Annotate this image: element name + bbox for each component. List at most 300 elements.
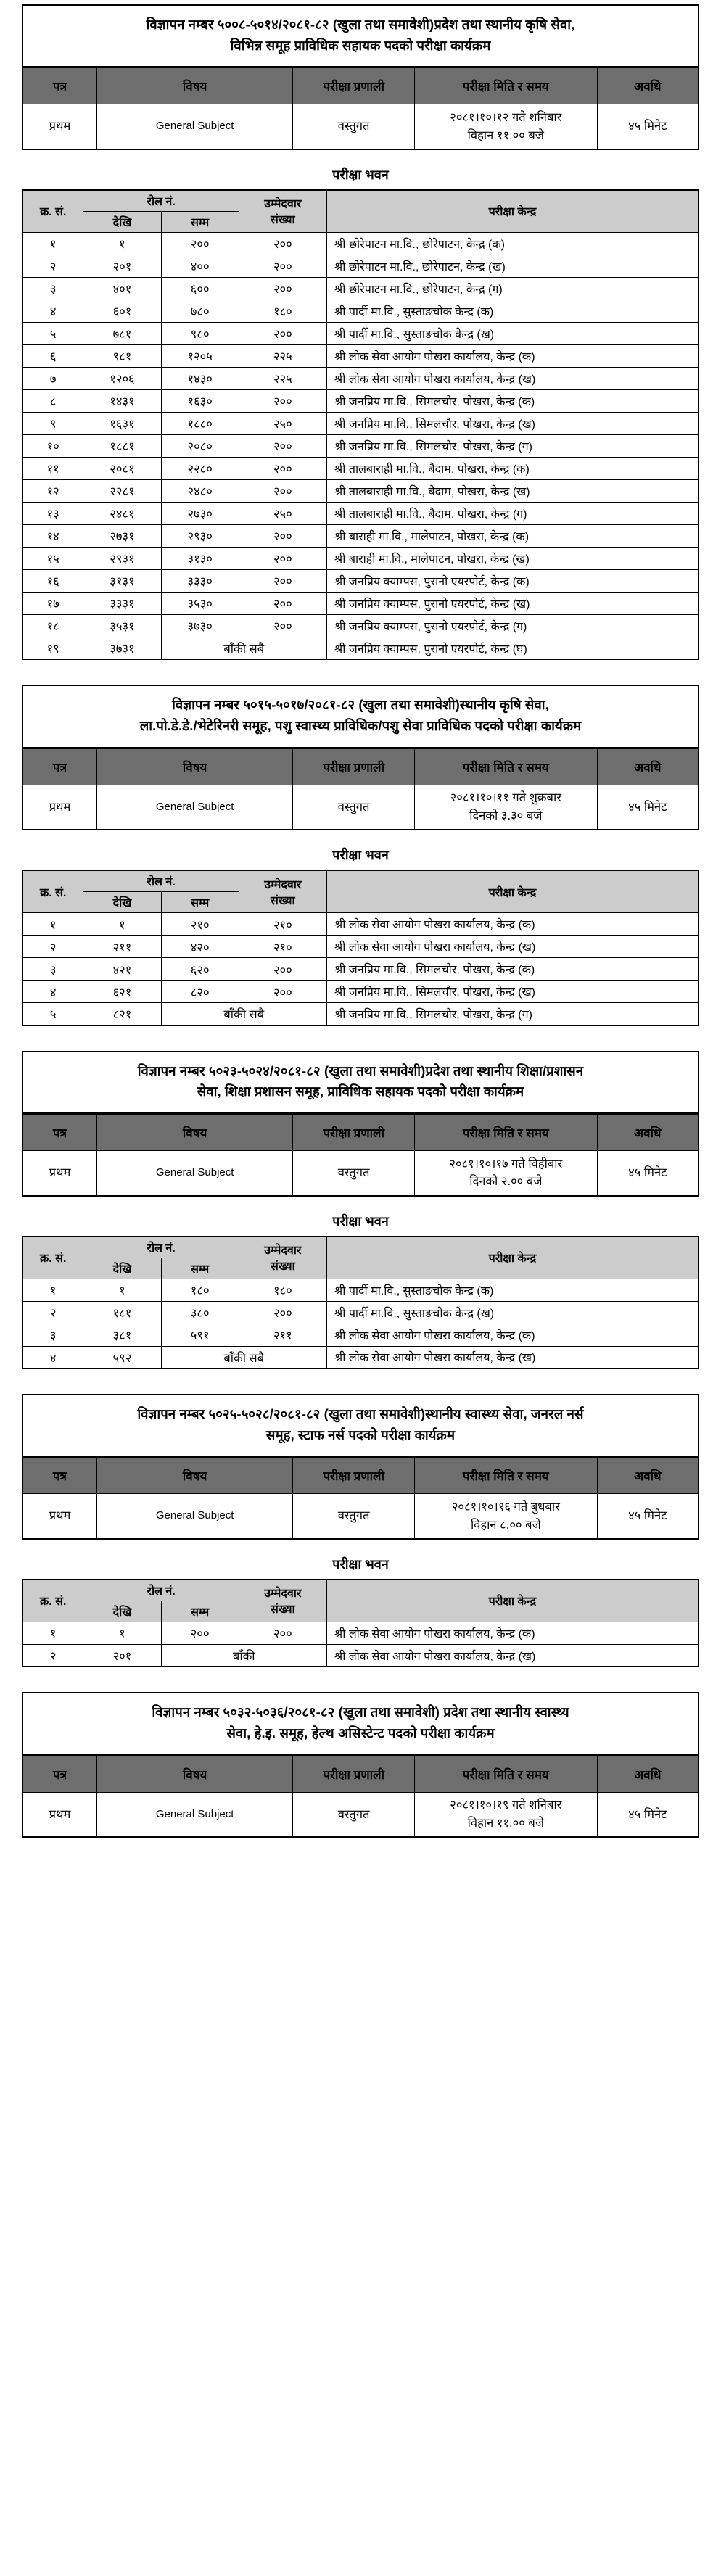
cell-roll-to: २०० — [161, 1622, 239, 1644]
cell-serial-number: ८ — [22, 389, 83, 412]
exam-schedule-table — [22, 1756, 699, 1838]
candidate-label-line-1: उम्मेदवार — [264, 198, 302, 211]
cell-roll-from: ४२१ — [83, 958, 161, 981]
cell-serial-number: २ — [22, 936, 83, 958]
cell-roll-to: ५९१ — [161, 1324, 239, 1346]
header-serial-number: क्र. सं. — [22, 870, 83, 913]
header-paper: पत्र — [22, 1458, 97, 1494]
table-row — [22, 936, 699, 958]
candidate-label-line-2: संख्या — [271, 1603, 295, 1617]
cell-roll-from: ३७३१ — [83, 637, 161, 659]
cell-candidate-count: १८० — [239, 1279, 326, 1301]
cell-exam-center-name: श्री लोक सेवा आयोग पोखरा कार्यालय, केन्द्र (ख) — [326, 936, 699, 958]
cell-serial-number: ३ — [22, 958, 83, 981]
cell-exam-center-name: श्री जनप्रिय मा.वि., सिमलचौर, पोखरा, केन्द्र (ख) — [326, 981, 699, 1003]
candidate-label-line-2: संख्या — [271, 1260, 295, 1273]
center-header-row-1 — [22, 1580, 699, 1601]
cell-candidate-count: २०० — [239, 389, 326, 412]
cell-roll-to: २९३० — [161, 524, 239, 547]
cell-exam-center-name: श्री लोक सेवा आयोग पोखरा कार्यालय, केन्द्र (ख) — [326, 367, 699, 389]
notice-heading-line-1: विज्ञापन नम्बर ५०२५-५०२८/२०८१-८२ (खुला तथा समावेशी)स्थानीय स्वास्थ्य सेवा, जनरल नर्स — [137, 1406, 584, 1422]
candidate-label-line-2: संख्या — [271, 894, 295, 907]
exam-schedule-table — [22, 1457, 699, 1540]
cell-candidate-count: २०० — [239, 569, 326, 592]
header-roll-to: सम्म — [161, 1601, 239, 1622]
cell-exam-center-name: श्री पार्दी मा.वि., सुस्ताङचोक केन्द्र (क) — [326, 1279, 699, 1301]
cell-roll-from: २२८१ — [83, 479, 161, 502]
cell-roll-remaining: बाँकी — [161, 1644, 326, 1667]
cell-serial-number: ४ — [22, 981, 83, 1003]
exam-hall-caption: परीक्षा भवन — [332, 167, 389, 182]
cell-subject: General Subject — [97, 785, 293, 830]
cell-roll-to: १८० — [161, 1279, 239, 1301]
candidate-label-line-2: संख्या — [271, 214, 295, 227]
cell-roll-from: १ — [83, 1279, 161, 1301]
cell-roll-from: २०१ — [83, 1644, 161, 1667]
cell-roll-to: ६२० — [161, 958, 239, 981]
cell-roll-from: ९८१ — [83, 344, 161, 367]
cell-roll-from: १६३१ — [83, 412, 161, 434]
cell-duration: ४५ मिनेट — [597, 1151, 699, 1196]
cell-candidate-count: २२५ — [239, 344, 326, 367]
section-spacer — [22, 1026, 699, 1051]
advertisement-section — [22, 685, 699, 1025]
cell-duration: ४५ मिनेट — [597, 785, 699, 830]
cell-subject: General Subject — [97, 1494, 293, 1539]
cell-candidate-count: २०० — [239, 232, 326, 255]
cell-roll-to: २२८० — [161, 457, 239, 479]
cell-roll-to: २०८० — [161, 434, 239, 457]
cell-exam-system: वस्तुगत — [293, 1494, 415, 1539]
cell-serial-number: ४ — [22, 300, 83, 322]
cell-roll-to: २४८० — [161, 479, 239, 502]
header-roll-number: रोल नं. — [83, 1237, 239, 1258]
cell-roll-to: १८८० — [161, 412, 239, 434]
header-exam-center: परीक्षा केन्द्र — [326, 1237, 699, 1279]
cell-roll-from: २७३१ — [83, 524, 161, 547]
table-row — [22, 502, 699, 524]
cell-roll-from: ३५३१ — [83, 614, 161, 637]
header-duration: अवधि — [597, 748, 699, 785]
header-roll-number: रोल नं. — [83, 870, 239, 892]
cell-roll-from: २९३१ — [83, 547, 161, 569]
header-duration: अवधि — [597, 1458, 699, 1494]
table-row — [22, 232, 699, 255]
cell-roll-to: १४३० — [161, 367, 239, 389]
table-row — [22, 300, 699, 322]
advertisement-section — [22, 1692, 699, 1838]
table-row — [22, 1622, 699, 1644]
table-row — [22, 255, 699, 277]
header-date-time: परीक्षा मिति र समय — [415, 1458, 598, 1494]
header-exam-center: परीक्षा केन्द्र — [326, 870, 699, 913]
header-serial-number: क्र. सं. — [22, 190, 83, 233]
table-row — [22, 981, 699, 1003]
notice-heading-line-2: ला.पो.डे.डे./भेटेरिनरी समूह, पशु स्वास्थ्य प्राविधिक/पशु सेवा प्राविधिक पदको परीक्षा कार्यक्रम — [139, 718, 582, 734]
exam-schedule-table — [22, 1114, 699, 1197]
cell-roll-to: ८२० — [161, 981, 239, 1003]
cell-serial-number: ७ — [22, 367, 83, 389]
cell-date-time — [415, 104, 598, 149]
table-row — [22, 367, 699, 389]
cell-exam-center-name: श्री लोक सेवा आयोग पोखरा कार्यालय, केन्द्र (क) — [326, 913, 699, 936]
schedule-data-row — [22, 1792, 699, 1837]
cell-candidate-count: १८० — [239, 300, 326, 322]
cell-roll-from: ८२१ — [83, 1003, 161, 1025]
cell-candidate-count: २०० — [239, 1622, 326, 1644]
notice-heading-line-1: विज्ञापन नम्बर ५०१५-५०१७/२०८१-८२ (खुला तथा समावेशी)स्थानीय कृषि सेवा, — [172, 697, 549, 713]
cell-paper: प्रथम — [22, 104, 97, 149]
cell-exam-center-name: श्री छोरेपाटन मा.वि., छोरेपाटन, केन्द्र (क) — [326, 232, 699, 255]
cell-roll-to: ३१३० — [161, 547, 239, 569]
header-serial-number: क्र. सं. — [22, 1580, 83, 1622]
cell-serial-number: १ — [22, 913, 83, 936]
cell-serial-number: ४ — [22, 1346, 83, 1368]
cell-roll-from: २०१ — [83, 255, 161, 277]
cell-roll-from: १ — [83, 913, 161, 936]
header-date-time: परीक्षा मिति र समय — [415, 1115, 598, 1151]
section-spacer — [22, 1667, 699, 1692]
table-row — [22, 547, 699, 569]
schedule-data-row — [22, 1494, 699, 1539]
table-row — [22, 1279, 699, 1301]
schedule-data-row — [22, 1151, 699, 1196]
header-candidate-count — [239, 1237, 326, 1279]
exam-time: दिनको ३.३० बजे — [469, 809, 543, 822]
table-row — [22, 322, 699, 344]
cell-serial-number: १० — [22, 434, 83, 457]
exam-hall-caption: परीक्षा भवन — [332, 1556, 389, 1572]
cell-exam-center-name: श्री जनप्रिय क्याम्पस, पुरानो एयरपोर्ट, केन्द्र (क) — [326, 569, 699, 592]
table-row — [22, 592, 699, 614]
cell-candidate-count: २०० — [239, 1301, 326, 1324]
cell-exam-center-name: श्री जनप्रिय मा.वि., सिमलचौर, पोखरा, केन्द्र (ग) — [326, 434, 699, 457]
cell-exam-center-name: श्री जनप्रिय मा.वि., सिमलचौर, पोखरा, केन्द्र (ग) — [326, 1003, 699, 1025]
exam-time: विहान ११.०० बजे — [467, 1816, 545, 1830]
header-roll-from: देखि — [83, 892, 161, 913]
table-row — [22, 1644, 699, 1667]
exam-center-table — [22, 1236, 699, 1370]
notice-heading-box — [22, 685, 699, 748]
advertisement-section — [22, 1051, 699, 1369]
header-exam-system: परीक्षा प्रणाली — [293, 68, 415, 104]
cell-roll-from: ३३३१ — [83, 592, 161, 614]
header-candidate-count — [239, 870, 326, 913]
header-exam-center: परीक्षा केन्द्र — [326, 1580, 699, 1622]
cell-roll-remaining: बाँकी सबै — [161, 1346, 326, 1368]
cell-duration: ४५ मिनेट — [597, 104, 699, 149]
cell-exam-center-name: श्री पार्दी मा.वि., सुस्ताङचोक केन्द्र (ख) — [326, 1301, 699, 1324]
cell-subject: General Subject — [97, 104, 293, 149]
header-date-time: परीक्षा मिति र समय — [415, 748, 598, 785]
header-roll-from: देखि — [83, 1601, 161, 1622]
cell-exam-center-name: श्री जनप्रिय क्याम्पस, पुरानो एयरपोर्ट, केन्द्र (ग) — [326, 614, 699, 637]
advertisement-section — [22, 4, 699, 660]
cell-paper: प्रथम — [22, 785, 97, 830]
header-duration: अवधि — [597, 68, 699, 104]
header-candidate-count — [239, 190, 326, 233]
table-row — [22, 1301, 699, 1324]
cell-roll-from: ६०१ — [83, 300, 161, 322]
cell-serial-number: ११ — [22, 457, 83, 479]
cell-serial-number: ३ — [22, 1324, 83, 1346]
cell-date-time — [415, 1494, 598, 1539]
cell-exam-center-name: श्री बाराही मा.वि., मालेपाटन, पोखरा, केन्द्र (ख) — [326, 547, 699, 569]
cell-exam-system: वस्तुगत — [293, 1151, 415, 1196]
cell-roll-from: ३८१ — [83, 1324, 161, 1346]
header-exam-system: परीक्षा प्रणाली — [293, 1458, 415, 1494]
exam-time: विहान ११.०० बजे — [467, 128, 545, 142]
header-roll-from: देखि — [83, 211, 161, 232]
exam-date: २०८१।१०।१७ गते विहीबार — [449, 1157, 563, 1171]
cell-roll-to: १६३० — [161, 389, 239, 412]
cell-exam-system: वस्तुगत — [293, 104, 415, 149]
cell-roll-from: ७८१ — [83, 322, 161, 344]
cell-candidate-count: २०० — [239, 524, 326, 547]
cell-exam-system: वस्तुगत — [293, 785, 415, 830]
table-row — [22, 1324, 699, 1346]
notice-heading-box — [22, 1394, 699, 1457]
sections-container — [22, 4, 699, 1838]
cell-roll-to: २१० — [161, 913, 239, 936]
notice-heading-line-1: विज्ञापन नम्बर ५०३२-५०३६/२०८१-८२ (खुला तथा समावेशी) प्रदेश तथा स्थानीय स्वास्थ्य — [152, 1704, 569, 1720]
cell-roll-to: ७८० — [161, 300, 239, 322]
table-row — [22, 913, 699, 936]
header-roll-number: रोल नं. — [83, 190, 239, 212]
cell-candidate-count: २०० — [239, 547, 326, 569]
header-subject: विषय — [97, 748, 293, 785]
cell-serial-number: १ — [22, 232, 83, 255]
header-exam-system: परीक्षा प्रणाली — [293, 748, 415, 785]
cell-candidate-count: २५० — [239, 412, 326, 434]
cell-serial-number: १३ — [22, 502, 83, 524]
cell-roll-to: ३८० — [161, 1301, 239, 1324]
schedule-data-row — [22, 104, 699, 149]
exam-date: २०८१।१०।१९ गते शनिबार — [450, 1799, 562, 1812]
schedule-header-row — [22, 1458, 699, 1494]
cell-candidate-count: २०० — [239, 277, 326, 300]
cell-candidate-count: २०० — [239, 457, 326, 479]
notice-heading-box — [22, 1692, 699, 1755]
header-subject: विषय — [97, 1458, 293, 1494]
table-row — [22, 614, 699, 637]
cell-serial-number: १९ — [22, 637, 83, 659]
cell-exam-center-name: श्री जनप्रिय मा.वि., सिमलचौर, पोखरा, केन्द्र (क) — [326, 958, 699, 981]
cell-roll-from: १८१ — [83, 1301, 161, 1324]
notice-heading-box — [22, 4, 699, 67]
schedule-header-row — [22, 1115, 699, 1151]
cell-candidate-count: २१० — [239, 913, 326, 936]
notice-heading-line-2: विभिन्न समूह प्राविधिक सहायक पदको परीक्षा कार्यक्रम — [230, 37, 491, 53]
header-duration: अवधि — [597, 1115, 699, 1151]
header-exam-system: परीक्षा प्रणाली — [293, 1756, 415, 1792]
header-roll-to: सम्म — [161, 1258, 239, 1279]
cell-serial-number: १८ — [22, 614, 83, 637]
cell-roll-from: १ — [83, 1622, 161, 1644]
cell-roll-from: १२०६ — [83, 367, 161, 389]
cell-exam-center-name: श्री जनप्रिय मा.वि., सिमलचौर, पोखरा, केन्द्र (क) — [326, 389, 699, 412]
cell-serial-number: ९ — [22, 412, 83, 434]
cell-duration: ४५ मिनेट — [597, 1494, 699, 1539]
cell-roll-to: ६०० — [161, 277, 239, 300]
cell-candidate-count: २१० — [239, 936, 326, 958]
cell-roll-to: १२०५ — [161, 344, 239, 367]
cell-roll-to: ४२० — [161, 936, 239, 958]
cell-roll-from: ४०१ — [83, 277, 161, 300]
cell-serial-number: १७ — [22, 592, 83, 614]
header-paper: पत्र — [22, 1756, 97, 1792]
cell-serial-number: ६ — [22, 344, 83, 367]
cell-exam-center-name: श्री जनप्रिय क्याम्पस, पुरानो एयरपोर्ट, केन्द्र (घ) — [326, 637, 699, 659]
cell-roll-from: १८८१ — [83, 434, 161, 457]
cell-exam-center-name: श्री छोरेपाटन मा.वि., छोरेपाटन, केन्द्र (ख) — [326, 255, 699, 277]
cell-duration: ४५ मिनेट — [597, 1792, 699, 1837]
cell-roll-to: ३५३० — [161, 592, 239, 614]
cell-exam-center-name: श्री लोक सेवा आयोग पोखरा कार्यालय, केन्द्र (क) — [326, 344, 699, 367]
notice-heading-line-1: विज्ञापन नम्बर ५०२३-५०२४/२०८१-८२ (खुला तथा समावेशी)प्रदेश तथा स्थानीय शिक्षा/प्रशासन — [137, 1062, 584, 1078]
cell-roll-from: २०८१ — [83, 457, 161, 479]
cell-roll-to: ३७३० — [161, 614, 239, 637]
header-exam-system: परीक्षा प्रणाली — [293, 1115, 415, 1151]
cell-exam-center-name: श्री बाराही मा.वि., मालेपाटन, पोखरा, केन्द्र (क) — [326, 524, 699, 547]
cell-serial-number: १२ — [22, 479, 83, 502]
exam-schedule-table — [22, 67, 699, 150]
cell-candidate-count: २०० — [239, 981, 326, 1003]
table-row — [22, 412, 699, 434]
notice-heading-line-2: सेवा, हे.इ. समूह, हेल्थ असिस्टेन्ट पदको परीक्षा कार्यक्रम — [226, 1725, 495, 1741]
cell-roll-from: २११ — [83, 936, 161, 958]
exam-center-table — [22, 189, 699, 661]
header-paper: पत्र — [22, 1115, 97, 1151]
cell-roll-to: ३३३० — [161, 569, 239, 592]
table-row — [22, 569, 699, 592]
cell-candidate-count: २२५ — [239, 367, 326, 389]
cell-roll-to: ४०० — [161, 255, 239, 277]
candidate-label-line-1: उम्मेदवार — [264, 1244, 302, 1258]
section-spacer — [22, 1369, 699, 1394]
header-duration: अवधि — [597, 1756, 699, 1792]
cell-candidate-count: २०० — [239, 592, 326, 614]
header-serial-number: क्र. सं. — [22, 1237, 83, 1279]
table-row — [22, 434, 699, 457]
table-row — [22, 344, 699, 367]
exam-schedule-table — [22, 748, 699, 831]
cell-date-time — [415, 1792, 598, 1837]
cell-exam-center-name: श्री तालबाराही मा.वि., बैदाम, पोखरा, केन्द्र (ख) — [326, 479, 699, 502]
center-header-row-1 — [22, 870, 699, 892]
cell-exam-center-name: श्री लोक सेवा आयोग पोखरा कार्यालय, केन्द्र (क) — [326, 1622, 699, 1644]
exam-center-table — [22, 870, 699, 1026]
notice-heading-box — [22, 1051, 699, 1114]
header-roll-number: रोल नं. — [83, 1580, 239, 1601]
cell-roll-from: ६२१ — [83, 981, 161, 1003]
cell-exam-center-name: श्री जनप्रिय मा.वि., सिमलचौर, पोखरा, केन्द्र (ख) — [326, 412, 699, 434]
header-exam-center: परीक्षा केन्द्र — [326, 190, 699, 233]
cell-paper: प्रथम — [22, 1494, 97, 1539]
notice-heading-line-2: समूह, स्टाफ नर्स पदको परीक्षा कार्यक्रम — [265, 1427, 456, 1442]
header-date-time: परीक्षा मिति र समय — [415, 1756, 598, 1792]
cell-exam-center-name: श्री तालबाराही मा.वि., बैदाम, पोखरा, केन्द्र (ग) — [326, 502, 699, 524]
cell-exam-center-name: श्री तालबाराही मा.वि., बैदाम, पोखरा, केन्द्र (क) — [326, 457, 699, 479]
cell-serial-number: ३ — [22, 277, 83, 300]
center-header-row-1 — [22, 1237, 699, 1258]
table-row — [22, 457, 699, 479]
exam-time: विहान ८.०० बजे — [470, 1518, 541, 1532]
cell-serial-number: १ — [22, 1622, 83, 1644]
table-row — [22, 524, 699, 547]
schedule-data-row — [22, 785, 699, 830]
cell-serial-number: १५ — [22, 547, 83, 569]
cell-candidate-count: २११ — [239, 1324, 326, 1346]
cell-exam-center-name: श्री जनप्रिय क्याम्पस, पुरानो एयरपोर्ट, केन्द्र (ख) — [326, 592, 699, 614]
header-subject: विषय — [97, 1756, 293, 1792]
exam-time: दिनको २.०० बजे — [469, 1175, 543, 1189]
cell-roll-to: ९८० — [161, 322, 239, 344]
cell-candidate-count: २०० — [239, 434, 326, 457]
exam-center-table — [22, 1579, 699, 1668]
header-roll-to: सम्म — [161, 211, 239, 232]
cell-roll-remaining: बाँकी सबै — [161, 1003, 326, 1025]
cell-exam-center-name: श्री छोरेपाटन मा.वि., छोरेपाटन, केन्द्र (ग) — [326, 277, 699, 300]
cell-subject: General Subject — [97, 1151, 293, 1196]
cell-roll-to: २०० — [161, 232, 239, 255]
table-row — [22, 1346, 699, 1368]
schedule-header-row — [22, 68, 699, 104]
exam-date: २०८१।१०।१६ गते बुधबार — [451, 1500, 560, 1514]
table-row — [22, 389, 699, 412]
header-candidate-count — [239, 1580, 326, 1622]
table-row — [22, 479, 699, 502]
header-paper: पत्र — [22, 68, 97, 104]
candidate-label-line-1: उम्मेदवार — [264, 1588, 302, 1601]
cell-paper: प्रथम — [22, 1151, 97, 1196]
table-row — [22, 958, 699, 981]
table-row — [22, 637, 699, 659]
cell-roll-to: २७३० — [161, 502, 239, 524]
exam-hall-caption: परीक्षा भवन — [332, 1213, 389, 1229]
table-row — [22, 277, 699, 300]
cell-serial-number: १ — [22, 1279, 83, 1301]
cell-roll-from: १४३१ — [83, 389, 161, 412]
candidate-label-line-1: उम्मेदवार — [264, 878, 302, 891]
cell-candidate-count: २०० — [239, 958, 326, 981]
notice-heading-line-1: विज्ञापन नम्बर ५००८-५०१४/२०८१-८२ (खुला तथा समावेशी)प्रदेश तथा स्थानीय कृषि सेवा, — [146, 17, 575, 32]
cell-exam-center-name: श्री लोक सेवा आयोग पोखरा कार्यालय, केन्द्र (ख) — [326, 1644, 699, 1667]
cell-roll-from: ३१३१ — [83, 569, 161, 592]
exam-date: २०८१।१०।११ गते शुक्रबार — [450, 791, 562, 805]
cell-date-time — [415, 785, 598, 830]
notice-heading-line-2: सेवा, शिक्षा प्रशासन समूह, प्राविधिक सहायक पदको परीक्षा कार्यक्रम — [197, 1083, 524, 1099]
cell-serial-number: २ — [22, 1644, 83, 1667]
cell-roll-from: १ — [83, 232, 161, 255]
header-subject: विषय — [97, 1115, 293, 1151]
cell-exam-center-name: श्री लोक सेवा आयोग पोखरा कार्यालय, केन्द्र (क) — [326, 1324, 699, 1346]
cell-exam-center-name: श्री पार्दी मा.वि., सुस्ताङचोक केन्द्र (ख) — [326, 322, 699, 344]
table-row — [22, 1003, 699, 1025]
exam-date: २०८१।१०।१२ गते शनिबार — [450, 110, 562, 124]
cell-paper: प्रथम — [22, 1792, 97, 1837]
cell-exam-center-name: श्री लोक सेवा आयोग पोखरा कार्यालय, केन्द्र (ख) — [326, 1346, 699, 1368]
center-header-row-1 — [22, 190, 699, 212]
cell-candidate-count: २०० — [239, 322, 326, 344]
header-roll-to: सम्म — [161, 892, 239, 913]
cell-serial-number: ५ — [22, 1003, 83, 1025]
cell-candidate-count: २०० — [239, 479, 326, 502]
schedule-header-row — [22, 1756, 699, 1792]
cell-candidate-count: २५० — [239, 502, 326, 524]
cell-exam-system: वस्तुगत — [293, 1792, 415, 1837]
cell-exam-center-name: श्री पार्दी मा.वि., सुस्ताङचोक केन्द्र (क) — [326, 300, 699, 322]
